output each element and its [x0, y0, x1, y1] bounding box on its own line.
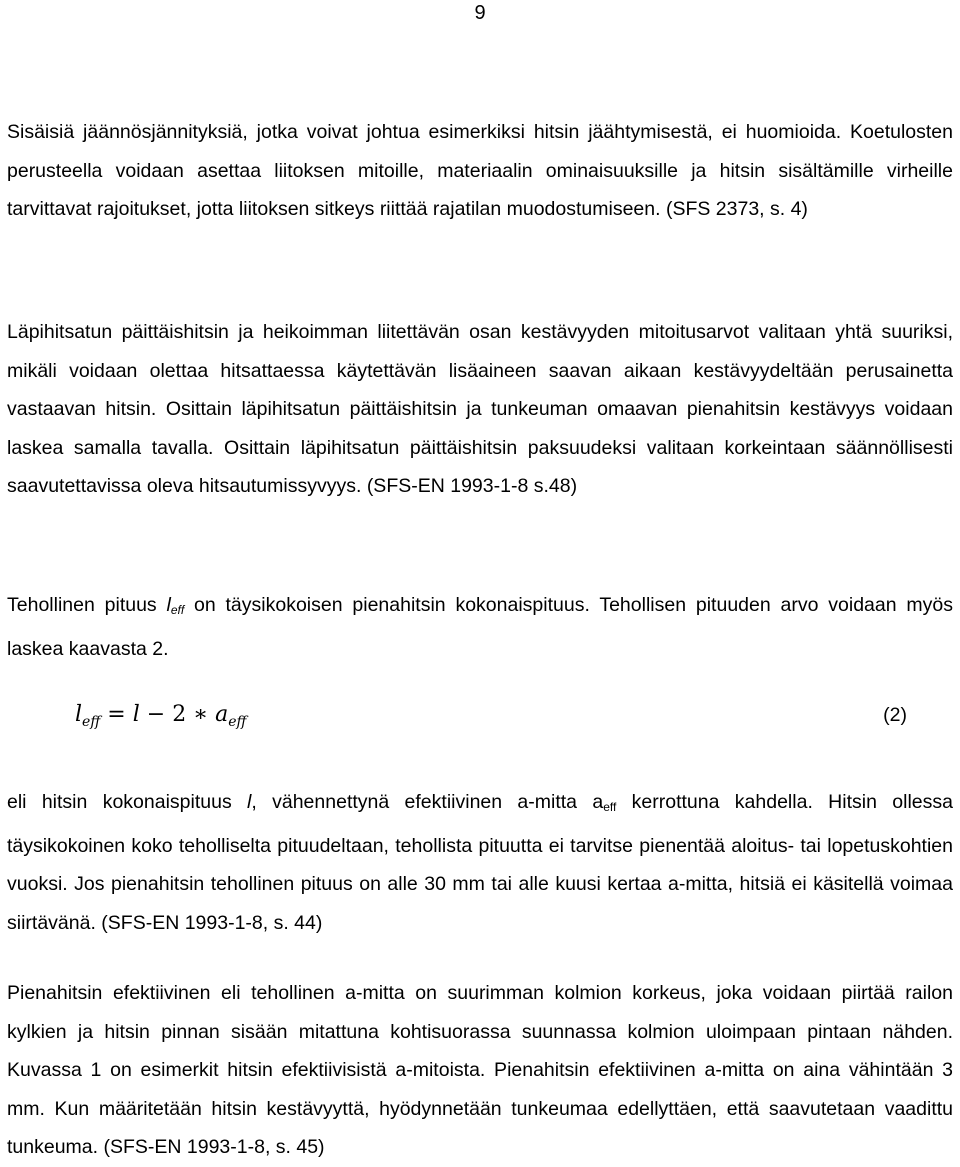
text-segment: on täysikokoisen pienahitsin kokonaispituus. Tehollisen pituuden arvo voidaan myös laskea kaavasta 2. — [7, 594, 953, 660]
eq-minus: − — [146, 702, 166, 727]
variable-l: l — [166, 594, 171, 616]
eq-lhs: l — [75, 702, 83, 727]
equation-2 — [7, 702, 953, 742]
paragraph-effective-a-dimension: Pienahitsin efektiivinen eli tehollinen a-mitta on suurimman kolmion korkeus, joka voidaan piirtää railon kylkien ja hitsin pinnan sisään mitattuna kohtisuorassa suunnassa kolmion uloimpaan pintaan nähden. Kuvassa 1 on esimerkit hitsin efektiivisistä a-mitoista. Pienahitsin efektiivinen a-mitta on aina vähintään 3 mm. Kun määritetään hitsin kestävyyttä, hyödynnetään tunkeumaa edellyttäen, että saavutetaan vaadittu tunkeuma. (SFS-EN 1993-1-8, s. 45) — [7, 982, 953, 1159]
equation-formula — [75, 702, 246, 730]
page-number: 9 — [474, 2, 486, 24]
eq-term1: l — [132, 702, 140, 727]
eq-times: ∗ — [193, 702, 209, 727]
equation-number: (2) — [883, 704, 907, 726]
eq-lhs-sub: eff — [82, 714, 101, 730]
text-segment: , vähennettynä efektiivinen a-mitta — [251, 791, 593, 813]
text-segment: eli hitsin kokonaispituus — [7, 791, 248, 813]
variable-a: a — [592, 791, 604, 813]
eq-term2: a — [215, 702, 229, 727]
text-segment: kerrottuna kahdella. Hitsin ollessa täysikokoinen koko teholliselta pituudeltaan, tehollista pituutta ei tarvitse pienentää aloitus- tai lopetuskohtien vuoksi. Jos pienahitsin tehollinen pituus on alle 30 mm tai alle kuusi kertaa a-mitta, hitsiä ei käsitellä voimaa siirtävänä. (SFS-EN 1993-1-8, s. 44) — [7, 791, 953, 934]
subscript-eff: eff — [603, 800, 617, 814]
paragraph-butt-weld-strength: Läpihitsatun päittäishitsin ja heikoimman liitettävän osan kestävyyden mitoitusarvot valitaan yhtä suuriksi, mikäli voidaan olettaa hitsattaessa käytettävän lisäaineen saavan aikaan kestävyydeltään perusainetta vastaavan hitsin. Osittain läpihitsatun päittäishitsin ja tunkeuman omaavan pienahitsin kestävyys voidaan laskea samalla tavalla. Osittain läpihitsatun päittäishitsin paksuudeksi valitaan korkeintaan säännöllisesti saavutettavissa oleva hitsautumissyvyys. (SFS-EN 1993-1-8 s.48) — [7, 321, 953, 498]
paragraph-effective-length-explanation — [7, 783, 953, 942]
text-segment: Tehollinen pituus — [7, 594, 167, 616]
variable-l: l — [247, 791, 252, 813]
paragraph-effective-length — [7, 586, 953, 668]
subscript-eff: eff — [170, 603, 185, 617]
eq-coef: 2 — [172, 702, 187, 727]
eq-term2-sub: eff — [228, 714, 247, 730]
eq-equals: = — [107, 702, 126, 727]
paragraph-residual-stresses: Sisäisiä jäännösjännityksiä, jotka voivat johtua esimerkiksi hitsin jäähtymisestä, ei huomioida. Koetulosten perusteella voidaan asettaa liitoksen mitoille, materiaalin ominaisuuksille ja hitsin sisältämille virheille tarvittavat rajoitukset, jotta liitoksen sitkeys riittää rajatilan muodostumiseen. (SFS 2373, s. 4) — [7, 121, 953, 221]
